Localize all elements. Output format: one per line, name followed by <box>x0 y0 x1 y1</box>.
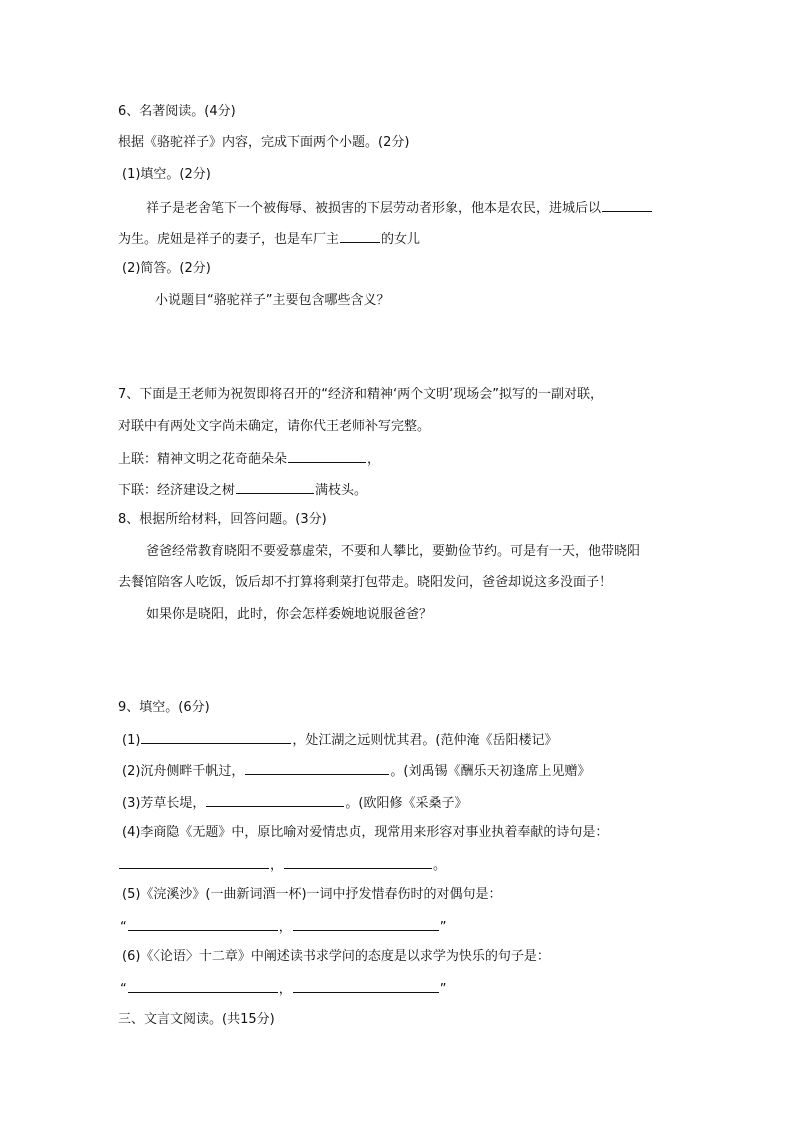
q8-question: 如果你是晓阳，此时，你会怎样委婉地说服爸爸？ <box>146 607 433 622</box>
q6-intro: 根据《骆驼祥子》内容，完成下面两个小题。(2分) <box>118 135 410 150</box>
open-quote: “ <box>120 982 127 997</box>
q9-item3 <box>0 793 794 813</box>
q7-lower-couplet <box>0 480 794 500</box>
q6-part1-text-c: 的女儿 <box>381 232 421 247</box>
q9-item1 <box>0 730 794 750</box>
blank[interactable] <box>602 198 652 212</box>
q9-item1-text: ，处江湖之远则忧其君。(范仲淹《岳阳楼记》 <box>292 733 558 748</box>
q6-part1-label: (1)填空。(2分) <box>122 167 211 182</box>
q9-item5: (5)《浣溪沙》(一曲新词酒一杯)一词中抒发惜春伤时的对偶句是： <box>122 887 502 902</box>
comma: ， <box>278 920 292 935</box>
q7-lower-text: 下联：经济建设之树 <box>118 483 236 498</box>
q6-part1-line1 <box>0 198 794 218</box>
q9-item2-text: 。(刘禹锡《酬乐天初逢席上见赠》 <box>390 764 591 779</box>
q7-upper-end: ， <box>367 452 381 467</box>
blank[interactable] <box>119 855 269 869</box>
q7-lower-end: 满枝头。 <box>315 483 368 498</box>
q6-part1-line2 <box>0 229 794 249</box>
q9-item1-label: (1) <box>122 733 141 748</box>
close-quote: ” <box>439 982 447 997</box>
period: 。 <box>433 858 447 873</box>
q9-title: 9、填空。(6分) <box>118 700 210 715</box>
q9-item2 <box>0 761 794 781</box>
blank[interactable] <box>288 449 366 463</box>
q9-item4: (4)李商隐《无题》中，原比喻对爱情忠贞，现常用来形容对事业执着奉献的诗句是： <box>122 825 609 840</box>
q8-material-line1: 爸爸经常教育晓阳不要爱慕虚荣，不要和人攀比，要勤俭节约。可是有一天，他带晓阳 <box>146 544 641 559</box>
blank[interactable] <box>128 979 278 993</box>
q9-item4-answer <box>0 855 794 875</box>
comma: ， <box>278 982 292 997</box>
q9-item3-label: (3)芳草长堤， <box>122 796 206 811</box>
comma: ， <box>270 858 284 873</box>
q6-title: 6、名著阅读。(4分) <box>118 104 236 119</box>
q8-material-line2: 去餐馆陪客人吃饭，饭后却不打算将剩菜打包带走。晓阳发问，爸爸却说这多没面子！ <box>118 575 613 590</box>
q9-item6-answer <box>0 979 794 999</box>
q9-item2-label: (2)沉舟侧畔千帆过， <box>122 764 245 779</box>
q6-part1-text-b: 为生。虎妞是祥子的妻子，也是车厂主 <box>118 232 340 247</box>
blank[interactable] <box>340 229 380 243</box>
q7-upper-couplet <box>0 449 794 469</box>
blank[interactable] <box>245 761 389 775</box>
q7-upper-text: 上联：精神文明之花奇葩朵朵 <box>118 452 288 467</box>
q6-part2-question: 小说题目“骆驼祥子”主要包含哪些含义？ <box>155 293 390 308</box>
open-quote: “ <box>120 920 127 935</box>
q7-line2: 对联中有两处文字尚未确定，请你代王老师补写完整。 <box>118 419 431 434</box>
blank[interactable] <box>293 917 439 931</box>
q7-line1: 7、下面是王老师为祝贺即将召开的“经济和精神‘两个文明’现场会”拟写的一副对联， <box>118 387 604 402</box>
q9-item6: (6)《〈论语〉十二章》中阐述读书求学问的态度是以求学为快乐的句子是： <box>122 949 550 964</box>
q8-title: 8、根据所给材料，回答问题。(3分) <box>118 512 327 527</box>
section3-title: 三、文言文阅读。(共15分) <box>118 1012 275 1027</box>
close-quote: ” <box>439 920 447 935</box>
blank[interactable] <box>141 730 291 744</box>
q6-part1-text-a: 祥子是老舍笔下一个被侮辱、被损害的下层劳动者形象，他本是农民，进城后以 <box>146 201 602 216</box>
q9-item5-answer <box>0 917 794 937</box>
blank[interactable] <box>293 979 439 993</box>
blank[interactable] <box>236 480 314 494</box>
blank[interactable] <box>128 917 278 931</box>
q6-part2-label: (2)简答。(2分) <box>122 261 211 276</box>
blank[interactable] <box>206 793 344 807</box>
blank[interactable] <box>284 855 432 869</box>
q9-item3-text: 。(欧阳修《采桑子》 <box>345 796 468 811</box>
